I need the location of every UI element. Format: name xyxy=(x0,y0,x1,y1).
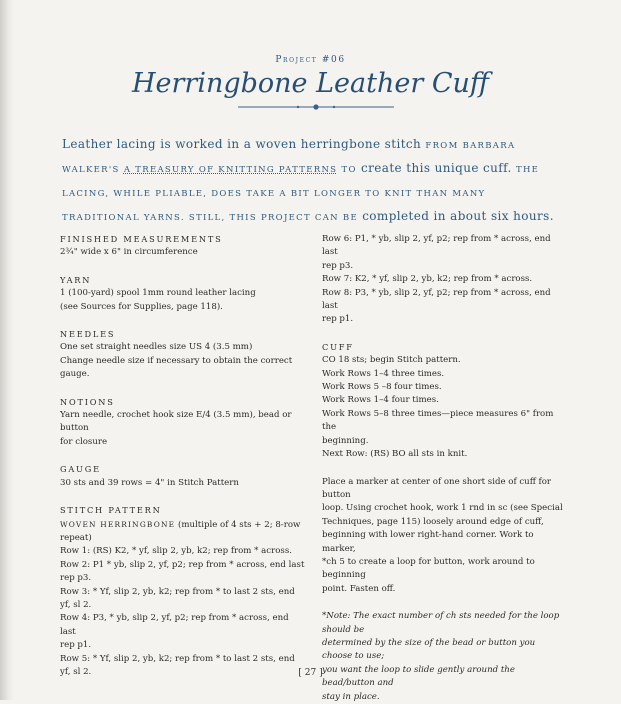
text-line: Row 5: * Yf, slip 2, yb, k2; rep from * to last 2 sts, end yf, sl 2. xyxy=(60,653,295,677)
note-line: *Note: The exact number of ch sts needed for the loop should be xyxy=(322,611,560,635)
text-line: point. Fasten off. xyxy=(322,583,396,594)
text-line: Techniques, page 115) loosely around edge of cuff, xyxy=(322,516,544,527)
intro-paragraph: Leather lacing is worked in a woven herringbone stitch FROM BARBARA WALKER'S A TREASURY OF KNITTING PATTERNS TO create this unique cuff. THE LACING, WHILE PLIABLE, DOES TAKE A BIT LONGER TO KNIT THAN MANY TRADITIONAL YARNS. STILL, THIS PROJECT CAN BE completed in about six hours. xyxy=(62,137,554,223)
section-heading: NEEDLES xyxy=(60,329,116,340)
page-title: Herringbone Leather Cuff xyxy=(131,68,490,99)
text-line: 2¾" wide x 6" in circumference xyxy=(60,247,198,258)
text-line: Work Rows 1–4 four times. xyxy=(322,395,439,406)
note-line: you want the loop to slide gently around the bead/button and xyxy=(322,664,515,689)
page-number: [ 27 ] xyxy=(298,668,323,678)
left-column xyxy=(60,233,305,679)
text-line: Row 1: (RS) K2, * yf, slip 2, yb, k2; rep from * across. xyxy=(60,546,292,557)
text-line: Row 7: K2, * yf, slip 2, yb, k2; rep from * across. xyxy=(322,274,533,285)
project-label: Project #06 xyxy=(275,55,346,65)
text-line: Next Row: (RS) BO all sts in knit. xyxy=(322,449,468,460)
text-line: 1 (100-yard) spool 1mm round leather lacing xyxy=(60,288,256,299)
text-line: *ch 5 to create a loop for button, work around to beginning xyxy=(322,556,535,581)
text-line: Row 4: P3, * yb, slip 2, yf, p2; rep from * across, end last xyxy=(60,613,289,637)
text-line: Row 3: * Yf, slip 2, yb, k2; rep from * to last 2 sts, end yf, sl 2. xyxy=(60,586,295,610)
section-heading: YARN xyxy=(60,274,92,285)
text-line: rep p1. xyxy=(60,640,92,651)
right-column xyxy=(322,233,567,704)
text-line: Change needle size if necessary to obtain the correct gauge. xyxy=(60,355,293,380)
text-line: Row 8: P3, * yb, slip 2, yf, p2; rep from * across, end last xyxy=(322,287,551,312)
section-heading: GAUGE xyxy=(60,464,101,475)
note-line: stay in place. xyxy=(322,691,380,702)
note-line: determined by the size of the bead or button you choose to use; xyxy=(322,637,536,662)
text-line: rep p3. xyxy=(60,573,92,584)
section-heading: STITCH PATTERN xyxy=(60,505,162,516)
text-line: for closure xyxy=(60,436,108,447)
text-line: Work Rows 5–8 three times—piece measures 6" from the xyxy=(322,408,554,433)
text-line: beginning. xyxy=(322,435,369,446)
section-heading: NOTIONS xyxy=(60,396,115,407)
text-line: (see Sources for Supplies, page 118). xyxy=(60,301,223,312)
text-line: rep p3. xyxy=(322,260,354,271)
text-line: Work Rows 1–4 three times. xyxy=(322,368,445,379)
title-ornament xyxy=(236,103,396,111)
text-line: beginning with lower right-hand corner. Work to marker, xyxy=(322,530,534,554)
text-line: Row 6: P1, * yb, slip 2, yf, p2; rep from * across, end last xyxy=(322,234,551,258)
section-heading: FINISHED MEASUREMENTS xyxy=(60,234,223,244)
text-line: One set straight needles size US 4 (3.5 mm) xyxy=(60,342,253,353)
book-spine-shadow xyxy=(0,0,14,700)
text-line: Row 2: P1 * yb, slip 2, yf, p2; rep from * across, end last xyxy=(60,559,305,570)
text-line: WOVEN HERRINGBONE (multiple of 4 sts + 2; 8-row repeat) xyxy=(60,519,301,543)
text-line: Yarn needle, crochet hook size E/4 (3.5 mm), bead or button xyxy=(60,410,292,434)
text-line: Place a marker at center of one short side of cuff for button xyxy=(322,476,552,500)
text-line: loop. Using crochet hook, work 1 rnd in sc (see Special xyxy=(322,503,563,514)
text-line: 30 sts and 39 rows = 4" in Stitch Pattern xyxy=(60,477,239,488)
text-line: Work Rows 5 –8 four times. xyxy=(322,382,442,393)
text-line: CO 18 sts; begin Stitch pattern. xyxy=(322,355,461,366)
section-heading: CUFF xyxy=(322,341,354,352)
text-line: rep p1. xyxy=(322,314,354,325)
